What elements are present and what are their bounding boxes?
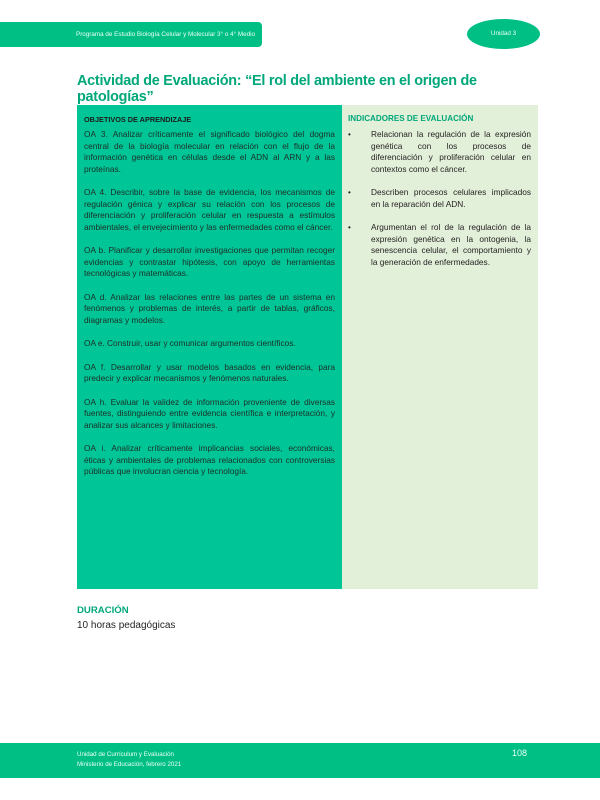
bullet-icon: • — [348, 188, 351, 197]
program-title: Programa de Estudio Biología Celular y Molecular 3° o 4° Medio — [76, 31, 255, 38]
program-header-bar — [0, 22, 262, 47]
objective-item: OA e. Construir, usar y comunicar argumentos científicos. — [84, 338, 296, 348]
objectives-header: OBJETIVOS DE APRENDIZAJE — [84, 115, 192, 124]
indicator-text: Describen procesos celulares implicados en la reparación del ADN. — [371, 187, 531, 209]
indicator-item — [348, 129, 531, 175]
duration-label: DURACIÓN — [77, 605, 129, 616]
duration-value: 10 horas pedagógicas — [77, 620, 176, 631]
objective-item: OA f. Desarrollar y usar modelos basados en evidencia, para predecir y explicar mecanismos y fenómenos naturales. — [84, 361, 335, 383]
footer-ministry-date: Ministerio de Educación, febrero 2021 — [77, 761, 182, 768]
objective-item: OA b. Planificar y desarrollar investigaciones que permitan recoger evidencias y contrastar hipótesis, con apoyo de herramientas tecnológicas y matemáticas. — [84, 245, 335, 278]
objective-item: OA d. Analizar las relaciones entre las partes de un sistema en fenómenos y problemas de interés, a partir de tablas, gráficos, diagramas y modelos. — [84, 291, 335, 325]
unit-label: Unidad 3 — [490, 30, 517, 37]
objective-item: OA 4. Describir, sobre la base de evidencia, los mecanismos de regulación génica y explicar su relación con los procesos de diferenciación y proliferación celular en respuesta a estímulos ambientales, el envejecimiento y las enfermedades como el cáncer. — [84, 187, 335, 232]
bullet-icon: • — [348, 130, 351, 139]
indicator-text: Relacionan la regulación de la expresión genética con los procesos de diferenciación y proliferación celular en contextos como el cáncer. — [371, 129, 531, 174]
unit-badge — [467, 19, 540, 49]
indicator-text: Argumentan el rol de la regulación de la expresión genética en la ontogenia, la senescencia celular, el comportamiento y la generación de enfermedades. — [371, 222, 531, 267]
objectives-indicators-table — [77, 105, 538, 589]
page-title: Actividad de Evaluación: “El rol del ambiente en el origen de patologías” — [77, 73, 477, 105]
indicators-header: INDICADORES DE EVALUACIÓN — [348, 114, 474, 123]
indicators-column — [342, 105, 538, 589]
indicator-item — [348, 187, 531, 210]
objectives-column — [77, 105, 342, 589]
page-number: 108 — [512, 748, 528, 758]
bullet-icon: • — [348, 223, 351, 232]
objective-item: OA 3. Analizar críticamente el significado biológico del dogma central de la biología molecular en relación con el flujo de la información genética en células desde el ADN al ARN y a las proteínas. — [84, 129, 335, 174]
objective-item: OA h. Evaluar la validez de información proveniente de diversas fuentes, distinguiendo entre evidencia científica e interpretación, y analizar sus alcances y limitaciones. — [84, 396, 335, 430]
objective-item: OA i. Analizar críticamente implicancias sociales, económicas, éticas y ambientales de problemas relacionados con controversias públicas que involucran ciencia y tecnología. — [84, 443, 335, 476]
page-footer — [0, 743, 600, 778]
indicator-item — [348, 222, 531, 268]
footer-department: Unidad de Currículum y Evaluación — [77, 751, 174, 758]
